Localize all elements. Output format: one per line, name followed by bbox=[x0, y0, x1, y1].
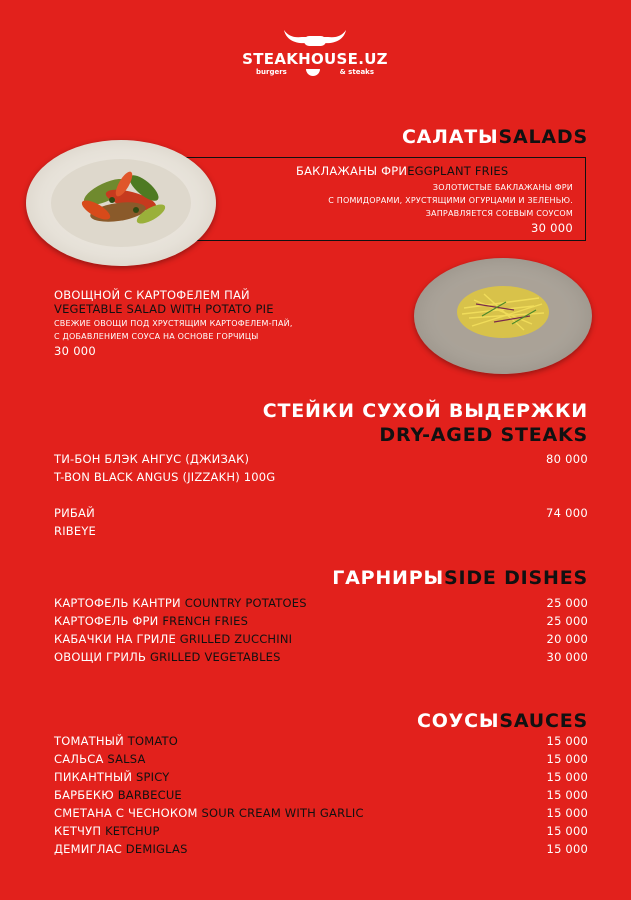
menu-item-price: 15 000 bbox=[546, 752, 588, 766]
menu-item-name bbox=[54, 734, 178, 749]
brand-name: STEAKHOUSE.UZ bbox=[242, 50, 388, 68]
menu-item-name bbox=[54, 596, 307, 611]
menu-item-name-ru: САЛЬСА bbox=[54, 752, 104, 766]
menu-row bbox=[54, 752, 588, 767]
menu-item-name-en: TOMATO bbox=[127, 734, 178, 748]
menu-item-name bbox=[54, 788, 182, 803]
salad-eggplant-title bbox=[296, 164, 508, 178]
menu-item-price: 15 000 bbox=[546, 824, 588, 838]
brand-tagline-right: & steaks bbox=[339, 68, 374, 76]
menu-row bbox=[54, 806, 588, 821]
brand-logo bbox=[230, 28, 400, 90]
salad-vegetable-description bbox=[54, 317, 293, 343]
steak-tbone-price: 80 000 bbox=[545, 452, 588, 466]
menu-item-name-ru: ТОМАТНЫЙ bbox=[54, 734, 124, 748]
menu-row bbox=[54, 734, 588, 749]
salads-heading-en: SALADS bbox=[498, 126, 588, 148]
steaks-heading-en bbox=[379, 424, 588, 446]
salad-photo-art bbox=[414, 258, 592, 374]
salads-heading bbox=[402, 126, 588, 148]
menu-item-name-ru: БАРБЕКЮ bbox=[54, 788, 114, 802]
steak-tbone-name-en: T-BON BLACK ANGUS (JIZZAKH) 100G bbox=[54, 470, 276, 484]
sauces-heading bbox=[417, 710, 588, 732]
salad-photo-art bbox=[26, 140, 216, 266]
steak-ribeye-price: 74 000 bbox=[545, 506, 588, 520]
brand-tagline-left: burgers bbox=[256, 68, 287, 76]
steak-tbone-name-ru: ТИ-БОН БЛЭК АНГУС (ДЖИЗАК) bbox=[54, 452, 250, 466]
brand-tagline bbox=[230, 68, 400, 77]
menu-row bbox=[54, 842, 588, 857]
menu-item-name bbox=[54, 752, 146, 767]
salad-vegetable-desc-line: С ДОБАВЛЕНИЕМ СОУСА НА ОСНОВЕ ГОРЧИЦЫ bbox=[54, 332, 259, 341]
menu-row bbox=[54, 770, 588, 785]
sauces-heading-ru: СОУСЫ bbox=[416, 710, 500, 732]
menu-item-name-en: COUNTRY POTATOES bbox=[184, 596, 307, 610]
menu-item-name-en: SALSA bbox=[107, 752, 146, 766]
menu-item-name bbox=[54, 650, 281, 665]
menu-item-price: 15 000 bbox=[546, 806, 588, 820]
menu-item-name-ru: КАБАЧКИ НА ГРИЛЕ bbox=[54, 632, 176, 646]
menu-item-name bbox=[54, 842, 188, 857]
salad-eggplant-desc-line: ЗАПРАВЛЯЕТСЯ СОЕВЫМ СОУСОМ bbox=[425, 209, 573, 218]
salad-vegetable-desc-line: СВЕЖИЕ ОВОЩИ ПОД ХРУСТЯЩИМ КАРТОФЕЛЕМ-ПАЙ, bbox=[54, 319, 293, 328]
menu-item-name-ru: ПИКАНТНЫЙ bbox=[54, 770, 133, 784]
salads-heading-ru: САЛАТЫ bbox=[401, 126, 499, 148]
eggplant-salad-photo bbox=[26, 140, 216, 266]
menu-row bbox=[54, 632, 588, 647]
menu-item-name bbox=[54, 770, 170, 785]
menu-item-name-en: KETCHUP bbox=[105, 824, 160, 838]
menu-item-price: 15 000 bbox=[546, 734, 588, 748]
salad-eggplant-name-ru: БАКЛАЖАНЫ ФРИ bbox=[296, 164, 408, 178]
bull-horns-icon bbox=[280, 28, 350, 48]
sides-heading-en: SIDE DISHES bbox=[443, 567, 588, 589]
menu-item-price: 15 000 bbox=[546, 788, 588, 802]
menu-item-price: 15 000 bbox=[546, 842, 588, 856]
menu-item-name bbox=[54, 824, 160, 839]
salad-vegetable-name-ru: ОВОЩНОЙ С КАРТОФЕЛЕМ ПАЙ bbox=[54, 288, 250, 302]
menu-row bbox=[54, 824, 588, 839]
menu-item-name-en: BARBECUE bbox=[117, 788, 182, 802]
steaks-heading-en-text: DRY-AGED STEAKS bbox=[379, 424, 588, 446]
menu-item-name-ru: КАРТОФЕЛЬ КАНТРИ bbox=[54, 596, 181, 610]
menu-row bbox=[54, 788, 588, 803]
menu-item-name bbox=[54, 614, 248, 629]
menu-item-name-ru: ДЕМИГЛАС bbox=[54, 842, 122, 856]
vegetable-salad-photo bbox=[414, 258, 592, 374]
menu-item-name-ru: СМЕТАНА С ЧЕСНОКОМ bbox=[54, 806, 198, 820]
bowl-icon bbox=[306, 69, 320, 76]
menu-item-price: 15 000 bbox=[546, 770, 588, 784]
salad-eggplant-name-en: EGGPLANT FRIES bbox=[407, 164, 509, 178]
menu-item-name-en: GRILLED VEGETABLES bbox=[149, 650, 281, 664]
sides-heading-ru: ГАРНИРЫ bbox=[332, 567, 444, 589]
steak-ribeye-name-en: RIBEYE bbox=[54, 524, 97, 538]
menu-item-name-en: SOUR CREAM WITH GARLIC bbox=[201, 806, 364, 820]
menu-row bbox=[54, 614, 588, 629]
salad-vegetable-price: 30 000 bbox=[54, 344, 97, 358]
menu-item-name-ru: КЕТЧУП bbox=[54, 824, 102, 838]
salad-eggplant-price: 30 000 bbox=[530, 221, 573, 235]
salad-eggplant-desc-line: С ПОМИДОРАМИ, ХРУСТЯЩИМИ ОГУРЦАМИ И ЗЕЛЕНЬЮ. bbox=[328, 196, 573, 205]
menu-item-price: 30 000 bbox=[546, 650, 588, 664]
steaks-heading-ru-text: СТЕЙКИ СУХОЙ ВЫДЕРЖКИ bbox=[262, 400, 588, 422]
menu-item-name bbox=[54, 632, 292, 647]
sides-heading bbox=[332, 567, 588, 589]
salad-eggplant-desc-line: ЗОЛОТИСТЫЕ БАКЛАЖАНЫ ФРИ bbox=[432, 183, 573, 192]
menu-item-name-en: DEMIGLAS bbox=[125, 842, 188, 856]
menu-item-price: 25 000 bbox=[546, 596, 588, 610]
steak-ribeye-name-ru: РИБАЙ bbox=[54, 506, 95, 520]
menu-item-price: 25 000 bbox=[546, 614, 588, 628]
menu-item-price: 20 000 bbox=[546, 632, 588, 646]
menu-row bbox=[54, 650, 588, 665]
steaks-heading-ru bbox=[263, 400, 588, 422]
menu-item-name bbox=[54, 806, 364, 821]
menu-item-name-ru: КАРТОФЕЛЬ ФРИ bbox=[54, 614, 159, 628]
salad-vegetable-name-en: VEGETABLE SALAD WITH POTATO PIE bbox=[54, 302, 274, 316]
menu-item-name-ru: ОВОЩИ ГРИЛЬ bbox=[54, 650, 147, 664]
menu-item-name-en: FRENCH FRIES bbox=[162, 614, 249, 628]
menu-row bbox=[54, 596, 588, 611]
menu-item-name-en: GRILLED ZUCCHINI bbox=[179, 632, 293, 646]
menu-item-name-en: SPICY bbox=[136, 770, 170, 784]
salad-eggplant-description bbox=[328, 181, 573, 220]
sauces-heading-en: SAUCES bbox=[499, 710, 588, 732]
